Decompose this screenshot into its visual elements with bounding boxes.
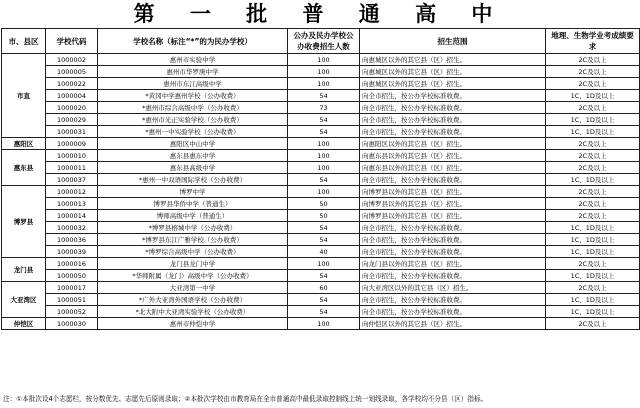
school-code: 1000012 bbox=[46, 186, 98, 198]
quota: 54 bbox=[288, 174, 360, 186]
school-name: 惠东县高级中学 bbox=[98, 162, 288, 174]
region-cell: 博罗县 bbox=[2, 186, 46, 258]
table-row bbox=[2, 54, 640, 66]
enrollment-scope: 向全市招生，按公办学校标准收费。 bbox=[360, 234, 546, 246]
table-row bbox=[2, 246, 640, 258]
quota: 100 bbox=[288, 66, 360, 78]
score-requirement: 2C及以上 bbox=[546, 198, 640, 210]
quota: 50 bbox=[288, 198, 360, 210]
header-region: 市、县区 bbox=[2, 29, 46, 54]
school-name: *惠州一中实验学校（公办收费） bbox=[98, 126, 288, 138]
school-code: 1000016 bbox=[46, 258, 98, 270]
quota: 100 bbox=[288, 318, 360, 330]
header-name: 学校名称（标注“*”的为民办学校） bbox=[98, 29, 288, 54]
region-cell: 惠东县 bbox=[2, 150, 46, 186]
score-requirement: 2C及以上 bbox=[546, 102, 640, 114]
quota: 54 bbox=[288, 222, 360, 234]
school-code: 1000014 bbox=[46, 210, 98, 222]
table-row bbox=[2, 114, 640, 126]
score-requirement: 1C、1D及以上 bbox=[546, 306, 640, 318]
quota: 100 bbox=[288, 78, 360, 90]
header-quota: 公办及民办学校公办收费招生人数 bbox=[288, 29, 360, 54]
school-code: 1000010 bbox=[46, 150, 98, 162]
page-title: 第 一 批 普 通 高 中 bbox=[133, 1, 507, 26]
region-cell: 龙门县 bbox=[2, 258, 46, 282]
score-requirement: 2C及以上 bbox=[546, 282, 640, 294]
enrollment-scope: 向惠城区以外的其它县（区）招生。 bbox=[360, 66, 546, 78]
school-name: 龙门县龙门中学 bbox=[98, 258, 288, 270]
score-requirement: 2C及以上 bbox=[546, 162, 640, 174]
school-name: 惠阳区中山中学 bbox=[98, 138, 288, 150]
region-cell: 市直 bbox=[2, 54, 46, 138]
school-name: 博罗中学 bbox=[98, 186, 288, 198]
score-requirement: 1C、1D及以上 bbox=[546, 90, 640, 102]
table-row bbox=[2, 318, 640, 330]
enrollment-scope: 向龙门县以外的其它县（区）招生。 bbox=[360, 258, 546, 270]
table-row bbox=[2, 234, 640, 246]
school-name: 大亚湾第一中学 bbox=[98, 282, 288, 294]
quota: 54 bbox=[288, 114, 360, 126]
school-code: 1000050 bbox=[46, 270, 98, 282]
enrollment-scope: 向全市招生，按公办学校标准收费。 bbox=[360, 270, 546, 282]
quota: 54 bbox=[288, 294, 360, 306]
school-name: *华师附属（龙门）高级中学（公办收费） bbox=[98, 270, 288, 282]
quota: 54 bbox=[288, 234, 360, 246]
table-header-row bbox=[2, 29, 640, 54]
enrollment-scope: 向全市招生，按公办学校标准收费。 bbox=[360, 294, 546, 306]
quota: 100 bbox=[288, 138, 360, 150]
table-row bbox=[2, 270, 640, 282]
quota: 60 bbox=[288, 282, 360, 294]
score-requirement: 1C、1D及以上 bbox=[546, 270, 640, 282]
enrollment-scope: 向惠东县以外的其它县（区）招生。 bbox=[360, 150, 546, 162]
quota: 54 bbox=[288, 90, 360, 102]
table-row bbox=[2, 102, 640, 114]
school-code: 1000051 bbox=[46, 294, 98, 306]
quota: 54 bbox=[288, 306, 360, 318]
quota: 100 bbox=[288, 162, 360, 174]
school-name: *博罗县东江广雅学校（公办收费） bbox=[98, 234, 288, 246]
school-code: 1000002 bbox=[46, 54, 98, 66]
school-code: 1000009 bbox=[46, 138, 98, 150]
score-requirement: 1C、1D及以上 bbox=[546, 246, 640, 258]
score-requirement: 2C及以上 bbox=[546, 78, 640, 90]
quota: 50 bbox=[288, 210, 360, 222]
enrollment-scope: 向全市招生，按公办学校标准收费。 bbox=[360, 90, 546, 102]
school-name: 博师高级中学（普通生） bbox=[98, 210, 288, 222]
quota: 100 bbox=[288, 150, 360, 162]
enrollment-scope: 向惠城区以外的其它县（区）招生。 bbox=[360, 78, 546, 90]
table-row bbox=[2, 210, 640, 222]
school-name: 博罗县华侨中学（普通生） bbox=[98, 198, 288, 210]
quota: 100 bbox=[288, 186, 360, 198]
header-code: 学校代码 bbox=[46, 29, 98, 54]
school-name: 惠州市东江高级中学 bbox=[98, 78, 288, 90]
school-code: 1000032 bbox=[46, 222, 98, 234]
region-cell: 仲恺区 bbox=[2, 318, 46, 330]
score-requirement: 2C及以上 bbox=[546, 318, 640, 330]
score-requirement: 2C及以上 bbox=[546, 54, 640, 66]
school-name: 惠东县惠东中学 bbox=[98, 150, 288, 162]
school-code: 1000031 bbox=[46, 126, 98, 138]
school-code: 1000005 bbox=[46, 66, 98, 78]
school-code: 1000039 bbox=[46, 246, 98, 258]
table-row bbox=[2, 78, 640, 90]
school-name: 惠州市仲恺中学 bbox=[98, 318, 288, 330]
header-scope: 招生范围 bbox=[360, 29, 546, 54]
admission-table bbox=[1, 28, 640, 330]
enrollment-scope: 向仲恺区以外的其它县（区）招生。 bbox=[360, 318, 546, 330]
score-requirement: 1C、1D及以上 bbox=[546, 294, 640, 306]
table-row bbox=[2, 222, 640, 234]
table-row bbox=[2, 138, 640, 150]
quota: 100 bbox=[288, 258, 360, 270]
school-name: *博罗县榕城中学（公办收费） bbox=[98, 222, 288, 234]
score-requirement: 2C及以上 bbox=[546, 210, 640, 222]
enrollment-scope: 向全市招生，按公办学校标准收费。 bbox=[360, 174, 546, 186]
enrollment-scope: 向惠东县以外的其它县（区）招生。 bbox=[360, 162, 546, 174]
score-requirement: 1C、1D及以上 bbox=[546, 126, 640, 138]
school-code: 1000011 bbox=[46, 162, 98, 174]
footnote: 注：①本批次设4个志愿栏，按分数优先、志愿先后原则录取；②本批次学校由市教育局在全市普通高中最低录取控制线上统一划线录取，各学校均不分县（区）指标。 bbox=[3, 395, 488, 403]
school-code: 1000022 bbox=[46, 78, 98, 90]
score-requirement: 1C、1D及以上 bbox=[546, 234, 640, 246]
table-row bbox=[2, 186, 640, 198]
quota: 100 bbox=[288, 54, 360, 66]
table-row bbox=[2, 306, 640, 318]
school-code: 1000013 bbox=[46, 198, 98, 210]
school-code: 1000020 bbox=[46, 102, 98, 114]
quota: 54 bbox=[288, 270, 360, 282]
region-cell: 惠阳区 bbox=[2, 138, 46, 150]
table-row bbox=[2, 66, 640, 78]
school-code: 1000030 bbox=[46, 318, 98, 330]
enrollment-scope: 向博罗县以外的其它县（区）招生。 bbox=[360, 210, 546, 222]
score-requirement: 2C及以上 bbox=[546, 186, 640, 198]
score-requirement: 1C、1D及以上 bbox=[546, 174, 640, 186]
score-requirement: 2C及以上 bbox=[546, 138, 640, 150]
enrollment-scope: 向惠城区以外的其它县（区）招生。 bbox=[360, 54, 546, 66]
school-name: 惠州市实验中学 bbox=[98, 54, 288, 66]
table-row bbox=[2, 282, 640, 294]
header-requirement: 地理、生物学业考成绩要求 bbox=[546, 29, 640, 54]
enrollment-scope: 向全市招生，按公办学校标准收费。 bbox=[360, 126, 546, 138]
enrollment-scope: 向大亚湾区以外的其它县（区）招生。 bbox=[360, 282, 546, 294]
enrollment-scope: 向全市招生，按公办学校标准收费。 bbox=[360, 306, 546, 318]
school-code: 1000004 bbox=[46, 90, 98, 102]
quota: 54 bbox=[288, 126, 360, 138]
table-row bbox=[2, 150, 640, 162]
table-row bbox=[2, 90, 640, 102]
table-row bbox=[2, 258, 640, 270]
school-code: 1000037 bbox=[46, 174, 98, 186]
enrollment-scope: 向惠阳区以外的其它县（区）招生。 bbox=[360, 138, 546, 150]
quota: 40 bbox=[288, 246, 360, 258]
school-code: 1000052 bbox=[46, 306, 98, 318]
table-row bbox=[2, 162, 640, 174]
enrollment-scope: 向博罗县以外的其它县（区）招生。 bbox=[360, 198, 546, 210]
region-cell: 大亚湾区 bbox=[2, 282, 46, 318]
score-requirement: 1C、1D及以上 bbox=[546, 114, 640, 126]
score-requirement: 2C及以上 bbox=[546, 66, 640, 78]
enrollment-scope: 向全市招生，按公办学校标准收费。 bbox=[360, 102, 546, 114]
school-name: *黄冈中学惠州学校（公办收费） bbox=[98, 90, 288, 102]
school-name: *惠州市综合高级中学（公办收费） bbox=[98, 102, 288, 114]
table-row bbox=[2, 126, 640, 138]
school-name: *惠州市光正实验学校（公办收费） bbox=[98, 114, 288, 126]
school-name: 惠州市华罗庚中学 bbox=[98, 66, 288, 78]
school-name: *博罗综合高级中学（公办收费） bbox=[98, 246, 288, 258]
table-row bbox=[2, 294, 640, 306]
quota: 73 bbox=[288, 102, 360, 114]
school-name: *惠州一中双语国际学校（公办收费） bbox=[98, 174, 288, 186]
school-code: 1000029 bbox=[46, 114, 98, 126]
enrollment-scope: 向全市招生，按公办学校标准收费。 bbox=[360, 222, 546, 234]
school-code: 1000036 bbox=[46, 234, 98, 246]
score-requirement: 2C及以上 bbox=[546, 150, 640, 162]
enrollment-scope: 向全市招生，按公办学校标准收费。 bbox=[360, 114, 546, 126]
table-row bbox=[2, 174, 640, 186]
enrollment-scope: 向博罗县以外的其它县（区）招生。 bbox=[360, 186, 546, 198]
table-row bbox=[2, 198, 640, 210]
score-requirement: 1C、1D及以上 bbox=[546, 222, 640, 234]
school-name: *广外大亚湾外国语学校（公办收费） bbox=[98, 294, 288, 306]
school-code: 1000017 bbox=[46, 282, 98, 294]
score-requirement: 2C及以上 bbox=[546, 258, 640, 270]
enrollment-scope: 向全市招生，按公办学校标准收费。 bbox=[360, 246, 546, 258]
school-name: *北大附中大亚湾实验学校（公办收费） bbox=[98, 306, 288, 318]
